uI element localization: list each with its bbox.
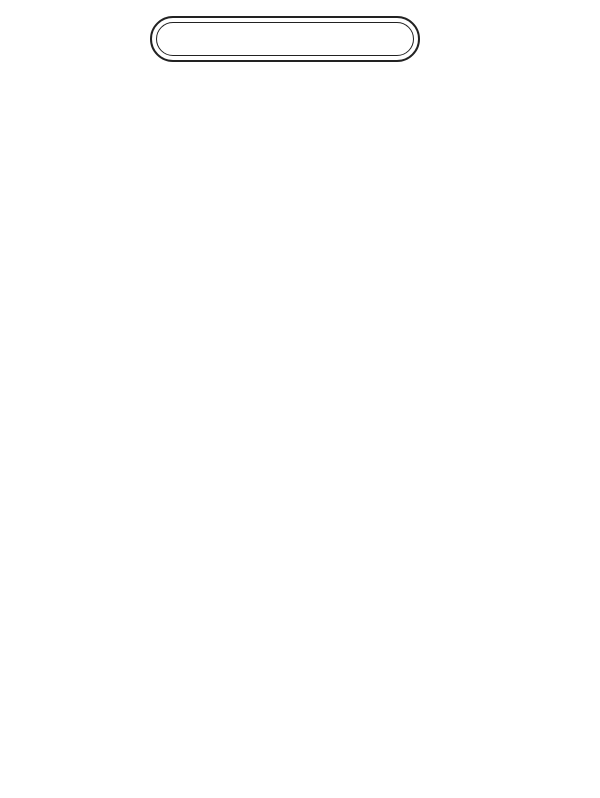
title-frame	[150, 16, 420, 62]
side-credit-container	[560, 658, 576, 778]
title-inner-frame	[156, 22, 414, 56]
